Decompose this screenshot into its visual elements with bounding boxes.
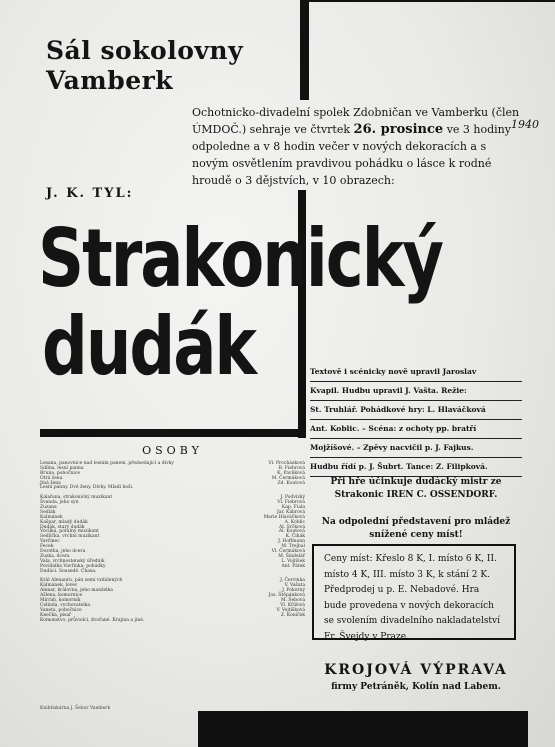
cast-heading: OSOBY [142, 444, 203, 457]
venue-line2: Vamberk [46, 66, 174, 95]
cast-role: Kašpar, mladý dudák [40, 519, 88, 525]
performance-date: 26. prosince [353, 122, 444, 137]
cast-actor: Kap. Fiala [281, 505, 305, 511]
cast-actor: Zd. Koutová [277, 480, 305, 486]
cast-role: Povídalka Vavřinka, pohádky [40, 563, 106, 569]
cast-role: Vaneta, pobočnice [40, 607, 82, 613]
cast-actor: V. Vojtíšková [276, 607, 305, 613]
cast-row [40, 619, 305, 624]
cast-actor: Jar. Kábrová [276, 509, 305, 515]
cast-role: Kalmánek, lovec [40, 583, 78, 589]
credit-line: Mojžíšové. – Zpěvy nacvičil p. J. Fajkus. [310, 439, 522, 458]
cast-role: Sdílna, lesní panna [40, 465, 84, 471]
cast-actor: J. Podvízký [280, 495, 305, 501]
cast-actor: M. Čermáková [271, 475, 305, 481]
top-right-rule [300, 0, 555, 2]
cast-actor: M. Trejbal [281, 544, 305, 550]
intro-text-after: ve 3 hodiny odpoledne a v 8 hodin večer v nových dekoracích a s novým osvětlením pravdivou pohádku o lásce k rodné hroudě o 3 dějstvích, v 10 obrazech: [192, 123, 511, 187]
cast-role: Fecek [40, 544, 54, 550]
cast-actor: Vl. Čermáková [271, 549, 305, 555]
cast-actor: A. Koblic [284, 519, 305, 525]
cast-role: Kalmánek [40, 514, 63, 520]
cast-role: Sedlička, vrchní muzikant [40, 534, 100, 540]
price-text: Ceny míst: Křeslo 8 K, I. místo 6 K, II. místo 4 K, III. místo 3 K, k stání 2 K. Předprodej u p. E. Nebadové. Hra bude provedena v nových dekoracích se svolením divadelního nakladatelství Fr. Švejdy v Praze. [324, 554, 501, 642]
cast-role: Král Alenauru, pán zemí vzdálených [40, 578, 123, 584]
printer-imprint: Knihtiskárna J. Šebor Vamberk [40, 706, 111, 711]
cast-role: Lesní panny. Dvě ženy. Dívky. Mladí hoši. [40, 485, 134, 491]
top-vertical-rule [300, 0, 309, 100]
cast-role: Zuzana [40, 505, 57, 511]
cast-role: Komonstvo, průvodci, dvořané. Krajina a jiné. [40, 617, 145, 623]
cast-actor: Z. Koníček [280, 612, 305, 618]
cast-actor: J. Červinka [280, 578, 305, 584]
cast-actor: V. Vašata [284, 583, 305, 589]
cast-actor: B. Fiebrová [278, 465, 305, 471]
cast-role: Mirrah, komorník [40, 597, 81, 603]
cast-role: Otrá žena [40, 475, 63, 481]
cast-actor: Al. Koutová [278, 529, 305, 535]
credit-line: Ant. Koblic. – Scéna: z ochoty pp. bratří [310, 420, 522, 439]
cast-actor: K. Čihák [285, 534, 305, 540]
youth-price-notice: Na odpolední představení pro mládež snížené ceny míst! [321, 517, 511, 540]
black-bar [198, 711, 528, 747]
cast-role: Vavřinec [40, 539, 60, 545]
venue-line1: Sál sokolovny [46, 36, 244, 65]
cast-actor: M. Šindelář [278, 553, 305, 559]
horizontal-rule [40, 429, 306, 437]
credit-line: Textově i scénicky nově upravil Jaroslav [310, 363, 522, 382]
cast-actor: M. Šebová [280, 597, 305, 603]
cast-actor: Jos. Štěpánková [268, 593, 305, 599]
cast-role: Jiná žena [40, 480, 61, 486]
cast-actor: Marie Hlaváčková [263, 514, 305, 520]
handwritten-year: 1940 [511, 118, 539, 131]
ossendorf-notice: Při hře účinkuje dudácký mistr ze Strakonic IREN C. OSSENDORF. [330, 477, 502, 500]
cast-actor: Vl. Procházková [268, 461, 305, 466]
costume-firm: firmy Petráněk, Kolín nad Labem. [331, 682, 501, 692]
cast-list [40, 462, 305, 623]
cast-actor: Ant. Pátek [281, 563, 305, 569]
credit-line: St. Truhlář. Pohádkové hry: L. Hlaváčková [310, 401, 522, 420]
cast-role: Kalafuna, strakonický muzikant [40, 495, 113, 501]
cast-actor: Al. Srčková [279, 524, 305, 530]
cast-role: Dorotka, jeho dcera [40, 549, 86, 555]
cast-role: Vala, vrchnostenský úředník [40, 558, 105, 564]
cast-actor: Vl. Křížová [280, 602, 305, 608]
cast-role: Knečka, písař [40, 612, 72, 618]
venue [46, 36, 243, 96]
credit-line: Hudbu řídí p. J. Šubrt. Tance: Z. Filipková. [310, 458, 522, 477]
title-line2: dudák [42, 301, 255, 394]
cast-role: Dudáci. Sousedé. Chasa. [40, 568, 97, 574]
cast-role: Ašlena, komornice [40, 593, 83, 599]
intro-text-before: Ochotnicko-divadelní spolek Zdobničan ve Vamberku (člen ÚMDOČ.) sehraje ve čtvrtek [192, 106, 520, 136]
cast-role: Švanda, jeho syn [40, 500, 79, 506]
cast-role: Bruna, pobočnice [40, 470, 81, 476]
cast-role: Lesana, panovnice nad lesním panem, předsedající a dívky [40, 461, 174, 466]
cast-actor: L. Vojtíšek [281, 558, 305, 564]
credit-line: Kvapil. Hudbu upravil J. Vašta. Režie: [310, 382, 522, 401]
cast-actor: J. Pokorný [282, 588, 305, 594]
author: J. K. TYL: [46, 186, 134, 201]
cast-actor: Vl. Fiebrová [277, 500, 305, 506]
cast-role: Celinda, vychovatelka [40, 602, 91, 608]
cast-role: Vocilka, potulný muzikant [40, 529, 99, 535]
costume-heading: KROJOVÁ VÝPRAVA [324, 662, 508, 678]
cast-role: Sedlák [40, 509, 56, 515]
price-box [312, 544, 516, 640]
cast-role: Alenar, královna, jeho manželka [40, 588, 113, 594]
cast-actor: J. Hoffmann [278, 539, 305, 545]
cast-role: Dudák, starý dudák [40, 524, 85, 530]
title-line1: Strakonický [38, 213, 442, 306]
intro-paragraph [192, 104, 522, 189]
credits-block [310, 363, 522, 477]
cast-role: Zuzka, dcera [40, 553, 70, 559]
cast-actor: K. Pavlíková [277, 470, 305, 476]
